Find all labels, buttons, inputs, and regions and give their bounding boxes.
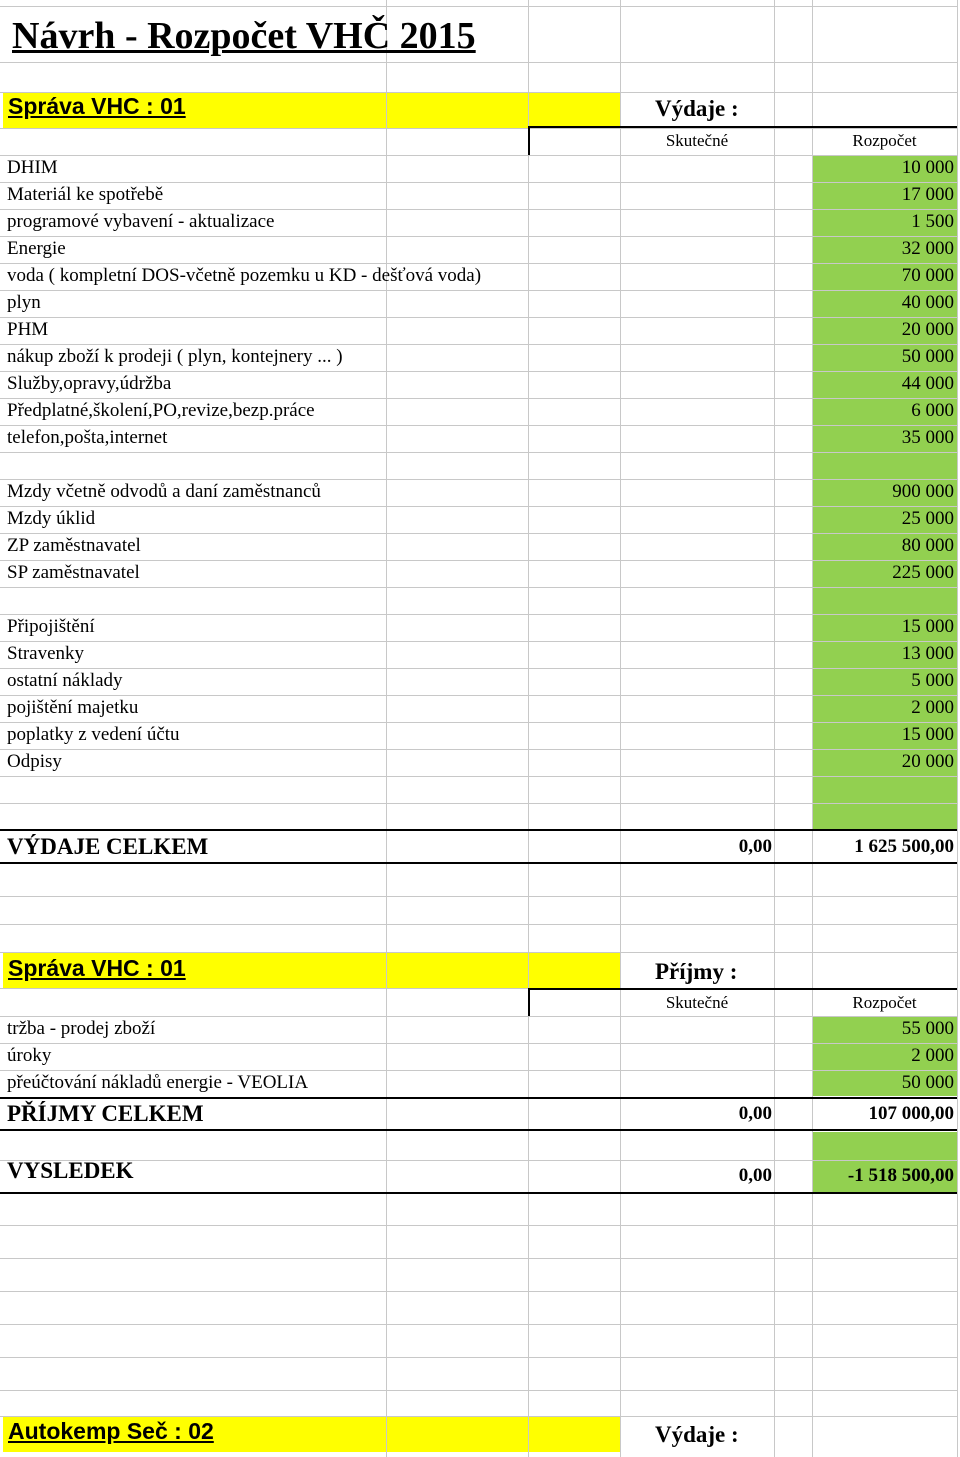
expense-budget: 20 000 — [901, 319, 954, 340]
expense-budget: 32 000 — [901, 238, 954, 259]
expense-budget: 15 000 — [901, 616, 954, 637]
expense-label: Služby,opravy,údržba — [7, 373, 172, 394]
expense-budget: 35 000 — [901, 427, 954, 448]
expense-budget: 70 000 — [901, 265, 954, 286]
grid-hline — [0, 776, 957, 777]
result-border-bottom — [0, 1192, 957, 1194]
income-label: úroky — [7, 1045, 52, 1066]
expense-label: voda ( kompletní DOS-včetně pozemku u KD - dešťová voda) — [7, 265, 482, 286]
expense-label: DHIM — [7, 157, 58, 178]
expense-budget: 1 500 — [911, 211, 954, 232]
expense-label: Materiál ke spotřebě — [7, 184, 164, 205]
expense-label: plyn — [7, 292, 41, 313]
grid-vline — [774, 0, 775, 1457]
income-total-actual: 0,00 — [738, 1103, 772, 1124]
income-label: tržba - prodej zboží — [7, 1018, 156, 1039]
expenses-total-label: VÝDAJE CELKEM — [7, 834, 209, 859]
grid-hline — [0, 62, 957, 63]
expense-budget — [814, 452, 954, 478]
expense-budget: 17 000 — [901, 184, 954, 205]
expense-label: nákup zboží k prodeji ( plyn, kontejnery ... ) — [7, 346, 343, 367]
grid-vline — [957, 0, 958, 1457]
result-actual: 0,00 — [738, 1165, 772, 1186]
expense-budget — [814, 587, 954, 613]
income-total-label: PŘÍJMY CELKEM — [7, 1101, 204, 1126]
grid-vline — [386, 0, 387, 1457]
column-header-budget-2: Rozpočet — [852, 993, 917, 1012]
grid-hline — [0, 952, 957, 953]
section-3-kind: Výdaje : — [655, 1422, 739, 1447]
income-budget: 50 000 — [901, 1072, 954, 1093]
expenses-total-actual: 0,00 — [738, 836, 772, 857]
income-total-budget: 107 000,00 — [868, 1103, 954, 1124]
expense-label: Mzdy včetně odvodů a daní zaměstnanců — [7, 481, 321, 502]
grid-hline — [0, 924, 957, 925]
grid-hline — [0, 1390, 957, 1391]
grid-hline — [0, 1258, 957, 1259]
grid-hline — [0, 896, 957, 897]
expense-budget: 13 000 — [901, 643, 954, 664]
income-budget: 2 000 — [911, 1045, 954, 1066]
expense-budget: 40 000 — [901, 292, 954, 313]
section-1-title: Správa VHC : 01 — [8, 93, 186, 119]
expense-budget: 2 000 — [911, 697, 954, 718]
expense-budget: 6 000 — [911, 400, 954, 421]
expense-label: poplatky z vedení účtu — [7, 724, 180, 745]
expense-budget: 900 000 — [892, 481, 954, 502]
expense-label: pojištění majetku — [7, 697, 139, 718]
expense-budget: 10 000 — [901, 157, 954, 178]
result-budget: -1 518 500,00 — [847, 1165, 954, 1186]
expense-budget: 225 000 — [892, 562, 954, 583]
grid-vline — [528, 0, 529, 1457]
header-border-left-1 — [528, 126, 530, 155]
expense-budget: 20 000 — [901, 751, 954, 772]
income-label: přeúčtování nákladů energie - VEOLIA — [7, 1072, 309, 1093]
expense-label: SP zaměstnavatel — [7, 562, 140, 583]
page-title: Návrh - Rozpočet VHČ 2015 — [12, 15, 476, 57]
column-header-actual: Skutečné — [665, 131, 729, 150]
section-2-title: Správa VHC : 01 — [8, 955, 186, 981]
expense-label: programové vybavení - aktualizace — [7, 211, 275, 232]
expense-label: Předplatné,školení,PO,revize,bezp.práce — [7, 400, 315, 421]
section-1-kind: Výdaje : — [655, 96, 739, 121]
grid-vline — [620, 0, 621, 1457]
column-header-budget: Rozpočet — [852, 131, 917, 150]
expense-budget: 5 000 — [911, 670, 954, 691]
grid-hline — [0, 1324, 957, 1325]
expense-label: ostatní náklady — [7, 670, 123, 691]
section-2-kind: Příjmy : — [655, 959, 738, 984]
grid-hline — [0, 1357, 957, 1358]
grid-vline — [812, 0, 813, 1457]
expense-budget: 80 000 — [901, 535, 954, 556]
expense-label: PHM — [7, 319, 49, 340]
grid-hline — [0, 6, 957, 7]
expense-label: Stravenky — [7, 643, 85, 664]
expense-label: Mzdy úklid — [7, 508, 96, 529]
column-header-actual-2: Skutečné — [665, 993, 729, 1012]
header-border-left-2 — [528, 988, 530, 1016]
expense-budget: 44 000 — [901, 373, 954, 394]
expense-label: Energie — [7, 238, 66, 259]
income-budget: 55 000 — [901, 1018, 954, 1039]
section-3-title: Autokemp Seč : 02 — [8, 1418, 214, 1444]
result-label: VYSLEDEK — [7, 1158, 134, 1183]
expenses-total-budget: 1 625 500,00 — [854, 836, 954, 857]
expense-label: Připojištění — [7, 616, 95, 637]
expense-budget: 25 000 — [901, 508, 954, 529]
expense-budget: 50 000 — [901, 346, 954, 367]
expense-label: ZP zaměstnavatel — [7, 535, 141, 556]
grid-hline — [0, 803, 957, 804]
expense-label: Odpisy — [7, 751, 62, 772]
expense-budget: 15 000 — [901, 724, 954, 745]
grid-hline — [0, 1225, 957, 1226]
grid-hline — [0, 1291, 957, 1292]
expense-label: telefon,pošta,internet — [7, 427, 168, 448]
